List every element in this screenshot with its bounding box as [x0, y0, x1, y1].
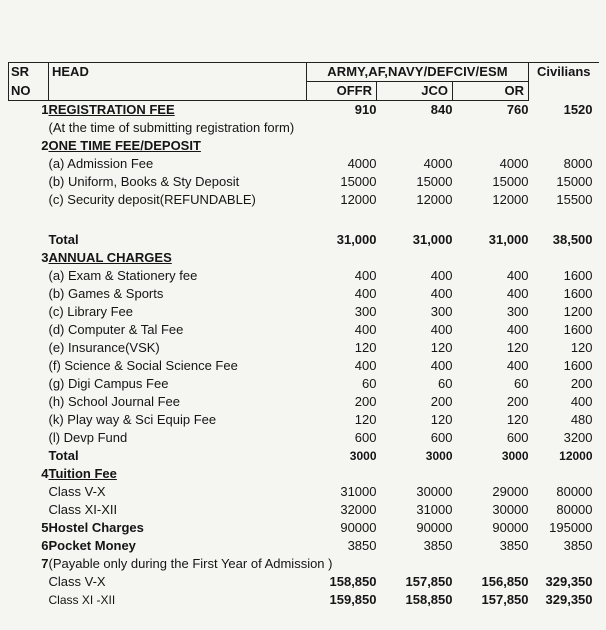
jco-value — [377, 249, 453, 267]
offr-header: OFFR — [307, 82, 377, 101]
sr-no — [9, 411, 49, 429]
sr-no: 6 — [41, 538, 49, 553]
table-row — [9, 483, 599, 501]
jco-value: 120 — [430, 412, 453, 427]
sr-no — [9, 393, 49, 411]
jco-value: 120 — [430, 340, 453, 355]
header-row-2 — [9, 82, 599, 101]
offr-value: 300 — [354, 304, 377, 319]
total-row — [9, 447, 599, 465]
offr-value: 400 — [354, 268, 377, 283]
or-value: 4000 — [499, 156, 529, 171]
offr-value: 4000 — [347, 156, 377, 171]
row-head: (g) Digi Campus Fee — [48, 376, 169, 391]
or-value — [453, 249, 529, 267]
row-head: (h) School Journal Fee — [48, 394, 181, 409]
civ-value: 1600 — [563, 358, 593, 373]
fee-structure-table — [8, 62, 599, 609]
table-row — [9, 429, 599, 447]
sr-no: 5 — [41, 520, 49, 535]
civ-value: 8000 — [563, 156, 593, 171]
offr-value: 120 — [354, 340, 377, 355]
table-row — [9, 501, 599, 519]
jco-value: 400 — [430, 358, 453, 373]
table-row — [9, 303, 599, 321]
row-head: Total — [48, 448, 79, 463]
jco-value: 31,000 — [412, 232, 453, 247]
jco-value: 90000 — [416, 520, 453, 535]
table-row — [9, 191, 599, 209]
or-value: 12000 — [492, 192, 529, 207]
row-head: Pocket Money — [48, 538, 136, 553]
row-head — [49, 209, 307, 231]
defence-group-header: ARMY,AF,NAVY/DEFCIV/ESM — [307, 63, 529, 82]
row-head: (c) Library Fee — [48, 304, 134, 319]
sr-no — [9, 501, 49, 519]
table-row — [9, 519, 599, 537]
table-row — [9, 249, 599, 267]
civilians-header: Civilians — [529, 63, 599, 82]
sr-no — [9, 483, 49, 501]
jco-value — [377, 209, 453, 231]
or-value: 400 — [506, 286, 529, 301]
civ-value — [529, 465, 599, 483]
or-value: 90000 — [492, 520, 529, 535]
or-value: 300 — [506, 304, 529, 319]
offr-value — [307, 465, 377, 483]
jco-value: 3850 — [423, 538, 453, 553]
sr-no — [9, 119, 49, 137]
grand-total-row — [9, 573, 599, 591]
row-head: (e) Insurance(VSK) — [48, 340, 160, 355]
offr-value: 15000 — [340, 174, 377, 189]
table-row — [9, 411, 599, 429]
jco-value: 15000 — [416, 174, 453, 189]
civ-value: 1520 — [563, 101, 593, 117]
jco-value: 30000 — [416, 484, 453, 499]
offr-value: 31000 — [340, 484, 377, 499]
offr-value: 31,000 — [336, 232, 377, 247]
sr-no — [9, 447, 49, 465]
offr-value: 3000 — [349, 449, 377, 463]
row-head: Total — [48, 232, 79, 247]
row-head: Class V-X — [48, 574, 106, 589]
or-value: 400 — [506, 358, 529, 373]
offr-value: 200 — [354, 394, 377, 409]
offr-value — [307, 209, 377, 231]
table-row — [9, 465, 599, 483]
or-header: OR — [453, 82, 529, 101]
row-head: (a) Admission Fee — [48, 156, 154, 171]
sr-no — [9, 285, 49, 303]
civ-value — [529, 137, 599, 155]
civ-value — [529, 209, 599, 231]
no-header: NO — [9, 82, 49, 101]
or-value: 3000 — [501, 449, 529, 463]
civ-value: 120 — [570, 340, 593, 355]
table-row — [9, 555, 599, 573]
offr-value: 60 — [362, 376, 377, 391]
sr-no: 3 — [41, 250, 49, 265]
offr-value: 400 — [354, 358, 377, 373]
sr-no — [9, 339, 49, 357]
sr-no — [9, 429, 49, 447]
civ-value: 15000 — [556, 174, 593, 189]
row-head: Tuition Fee — [48, 466, 117, 481]
or-value — [453, 209, 529, 231]
row-note: (Payable only during the First Year of Admission ) — [48, 556, 333, 571]
row-head: (d) Computer & Tal Fee — [48, 322, 184, 337]
table-row — [9, 537, 599, 555]
offr-value — [307, 137, 377, 155]
civilians-header-blank — [529, 82, 599, 101]
civ-value: 3200 — [563, 430, 593, 445]
or-value: 60 — [514, 376, 529, 391]
or-value: 120 — [506, 340, 529, 355]
civ-value: 329,350 — [545, 592, 593, 607]
or-value: 400 — [506, 268, 529, 283]
civ-value: 38,500 — [552, 232, 593, 247]
jco-value: 4000 — [423, 156, 453, 171]
jco-value: 157,850 — [405, 574, 453, 589]
sr-no — [9, 321, 49, 339]
table-row — [9, 119, 599, 137]
offr-value: 3850 — [347, 538, 377, 553]
jco-value: 840 — [430, 102, 453, 117]
or-value: 157,850 — [481, 592, 529, 607]
jco-value: 400 — [430, 322, 453, 337]
jco-value — [377, 137, 453, 155]
row-note: (At the time of submitting registration form) — [48, 120, 295, 135]
or-value: 760 — [506, 102, 529, 117]
total-row — [9, 231, 599, 249]
civ-value: 80000 — [556, 502, 593, 517]
table-row — [9, 339, 599, 357]
grand-total-row — [9, 591, 599, 609]
table-row — [9, 321, 599, 339]
civ-value: 1600 — [563, 286, 593, 301]
jco-value: 3000 — [425, 449, 453, 463]
civ-value: 200 — [570, 376, 593, 391]
sr-no — [9, 303, 49, 321]
table-row — [9, 155, 599, 173]
jco-value: 12000 — [416, 192, 453, 207]
row-head: REGISTRATION FEE — [48, 102, 175, 117]
row-head: (f) Science & Social Science Fee — [48, 358, 238, 373]
offr-value: 159,850 — [329, 592, 377, 607]
offr-value: 12000 — [340, 192, 377, 207]
civ-value: 1600 — [563, 322, 593, 337]
or-value: 15000 — [492, 174, 529, 189]
jco-value: 300 — [430, 304, 453, 319]
table-row — [9, 375, 599, 393]
offr-value: 910 — [354, 102, 377, 117]
sr-no: 7 — [41, 556, 49, 571]
or-value — [453, 137, 529, 155]
spacer-row — [9, 209, 599, 231]
offr-value: 400 — [354, 286, 377, 301]
or-value: 3850 — [499, 538, 529, 553]
sr-no — [9, 591, 49, 609]
civ-value: 400 — [570, 394, 593, 409]
or-value: 120 — [506, 412, 529, 427]
offr-value: 400 — [354, 322, 377, 337]
row-head: (a) Exam & Stationery fee — [48, 268, 198, 283]
jco-value — [377, 465, 453, 483]
civ-value: 1200 — [563, 304, 593, 319]
header-row-1 — [9, 63, 599, 82]
row-head: (l) Devp Fund — [48, 430, 128, 445]
row-head: Class XI-XII — [48, 502, 118, 517]
offr-value: 600 — [354, 430, 377, 445]
civ-value: 80000 — [556, 484, 593, 499]
table-row — [9, 173, 599, 191]
row-head: (b) Games & Sports — [48, 286, 164, 301]
sr-header: SR — [9, 63, 49, 82]
sr-no — [9, 231, 49, 249]
sr-no — [9, 375, 49, 393]
row-head: ONE TIME FEE/DEPOSIT — [48, 138, 201, 153]
row-head: Hostel Charges — [48, 520, 144, 535]
civ-value: 3850 — [563, 538, 593, 553]
sr-no: 4 — [41, 466, 49, 481]
row-head: Class V-X — [48, 484, 106, 499]
jco-value: 200 — [430, 394, 453, 409]
offr-value: 32000 — [340, 502, 377, 517]
civ-value: 195000 — [549, 520, 593, 535]
jco-value: 400 — [430, 286, 453, 301]
table-row — [9, 393, 599, 411]
sr-no — [9, 191, 49, 209]
row-head: (b) Uniform, Books & Sty Deposit — [48, 174, 240, 189]
sr-no — [9, 173, 49, 191]
offr-value — [307, 249, 377, 267]
row-head: Class XI -XII — [48, 593, 116, 607]
head-header: HEAD — [49, 63, 307, 82]
jco-value: 600 — [430, 430, 453, 445]
row-head: (c) Security deposit(REFUNDABLE) — [48, 192, 256, 207]
sr-no — [9, 155, 49, 173]
jco-value: 400 — [430, 268, 453, 283]
or-value — [453, 465, 529, 483]
or-value: 29000 — [492, 484, 529, 499]
or-value: 400 — [506, 322, 529, 337]
civ-value: 15500 — [556, 192, 593, 207]
row-head: (k) Play way & Sci Equip Fee — [48, 412, 217, 427]
row-head: ANNUAL CHARGES — [48, 250, 172, 265]
jco-value: 60 — [438, 376, 453, 391]
offr-value: 158,850 — [329, 574, 377, 589]
table-row — [9, 137, 599, 155]
or-value: 30000 — [492, 502, 529, 517]
table-row — [9, 267, 599, 285]
table-row — [9, 285, 599, 303]
sr-no — [9, 357, 49, 375]
civ-value: 329,350 — [545, 574, 593, 589]
jco-header: JCO — [377, 82, 453, 101]
civ-value — [529, 249, 599, 267]
jco-value: 31000 — [416, 502, 453, 517]
or-value: 31,000 — [488, 232, 529, 247]
sr-no — [9, 573, 49, 591]
civ-value: 12000 — [559, 449, 593, 463]
head-header-blank — [49, 82, 307, 101]
sr-no — [9, 209, 49, 231]
table-row — [9, 357, 599, 375]
jco-value: 158,850 — [405, 592, 453, 607]
table-row — [9, 101, 599, 120]
civ-value: 1600 — [563, 268, 593, 283]
or-value: 156,850 — [481, 574, 529, 589]
sr-no: 2 — [41, 138, 49, 153]
or-value: 200 — [506, 394, 529, 409]
offr-value: 90000 — [340, 520, 377, 535]
sr-no: 1 — [41, 102, 49, 117]
offr-value: 120 — [354, 412, 377, 427]
or-value: 600 — [506, 430, 529, 445]
civ-value: 480 — [570, 412, 593, 427]
sr-no — [9, 267, 49, 285]
